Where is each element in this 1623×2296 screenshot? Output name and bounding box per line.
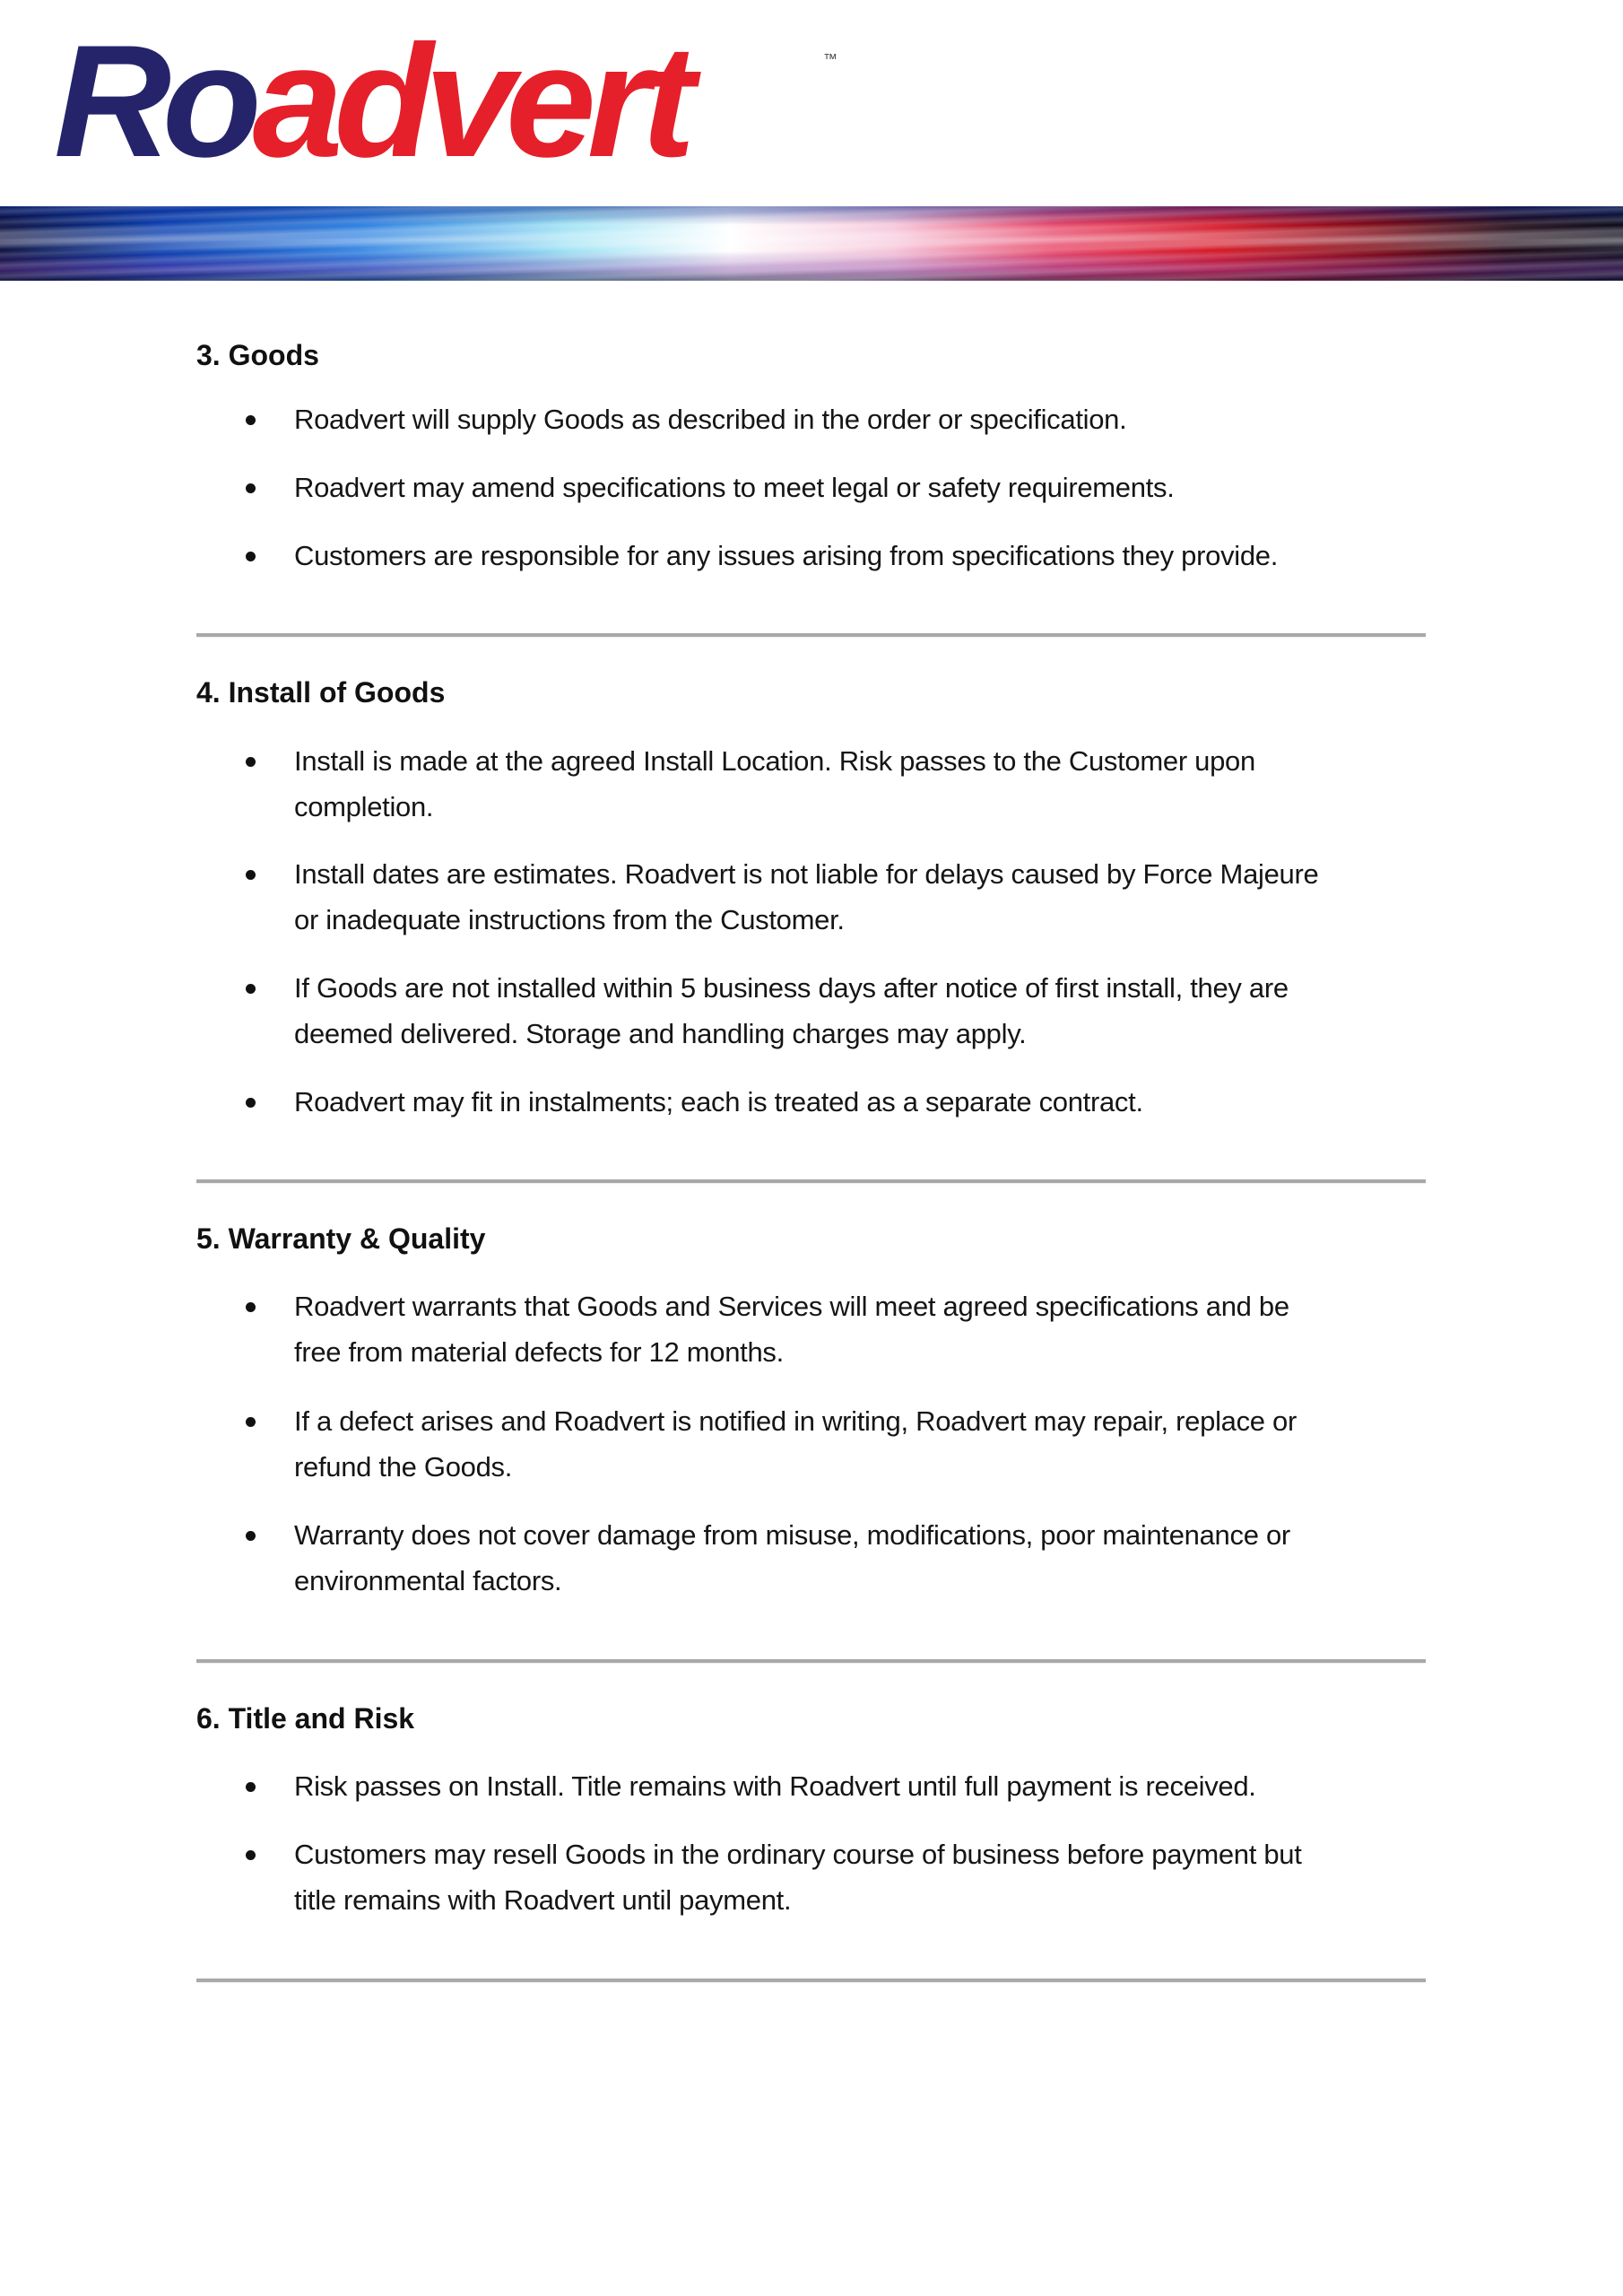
logo-wordmark (54, 12, 687, 190)
section-divider (196, 1179, 1426, 1183)
list-item: Roadvert may fit in instalments; each is treated as a separate contract. (294, 1086, 1143, 1118)
bullet-icon (246, 483, 256, 493)
bullet-icon (246, 1531, 256, 1541)
bullet-icon (246, 415, 256, 425)
list-item: Warranty does not cover damage from misuse, modifications, poor maintenance or (294, 1519, 1290, 1551)
list-item-continuation: title remains with Roadvert until payment. (294, 1884, 792, 1916)
header-color-band (0, 206, 1623, 281)
list-item-continuation: refund the Goods. (294, 1451, 513, 1483)
roadvert-logo (54, 12, 861, 190)
bullet-icon (246, 870, 256, 880)
section-heading-title-risk: 6. Title and Risk (196, 1702, 415, 1735)
logo-ro: Ro (54, 12, 253, 190)
section-divider (196, 633, 1426, 637)
list-item-continuation: or inadequate instructions from the Customer. (294, 904, 845, 935)
list-item: Install is made at the agreed Install Location. Risk passes to the Customer upon (294, 745, 1255, 777)
bullet-icon (246, 757, 256, 767)
logo-advert: advert (252, 12, 687, 190)
list-item-continuation: environmental factors. (294, 1565, 562, 1596)
section-heading-goods: 3. Goods (196, 339, 319, 371)
list-item-continuation: completion. (294, 791, 434, 822)
list-item: Roadvert will supply Goods as described in the order or specification. (294, 404, 1127, 435)
trademark-symbol: ™ (823, 52, 838, 67)
section-heading-install: 4. Install of Goods (196, 676, 446, 709)
bullet-icon (246, 552, 256, 561)
list-item: Roadvert may amend specifications to meet legal or safety requirements. (294, 472, 1175, 503)
bullet-icon (246, 1782, 256, 1792)
bullet-icon (246, 1417, 256, 1427)
list-item: Install dates are estimates. Roadvert is not liable for delays caused by Force Majeure (294, 858, 1319, 890)
list-item: Customers may resell Goods in the ordinary course of business before payment but (294, 1839, 1302, 1870)
list-item-continuation: deemed delivered. Storage and handling charges may apply. (294, 1018, 1027, 1049)
list-item: If Goods are not installed within 5 business days after notice of first install, they are (294, 972, 1289, 1004)
list-item-continuation: free from material defects for 12 months. (294, 1336, 784, 1368)
bullet-icon (246, 1302, 256, 1312)
bullet-icon (246, 984, 256, 994)
list-item: Risk passes on Install. Title remains with Roadvert until full payment is received. (294, 1770, 1256, 1802)
list-item: Customers are responsible for any issues arising from specifications they provide. (294, 540, 1279, 571)
bullet-icon (246, 1850, 256, 1860)
list-item: If a defect arises and Roadvert is notified in writing, Roadvert may repair, replace or (294, 1405, 1298, 1437)
section-divider (196, 1979, 1426, 1982)
section-heading-warranty: 5. Warranty & Quality (196, 1222, 486, 1255)
bullet-icon (246, 1098, 256, 1108)
list-item: Roadvert warrants that Goods and Services will meet agreed specifications and be (294, 1291, 1289, 1322)
section-divider (196, 1659, 1426, 1663)
